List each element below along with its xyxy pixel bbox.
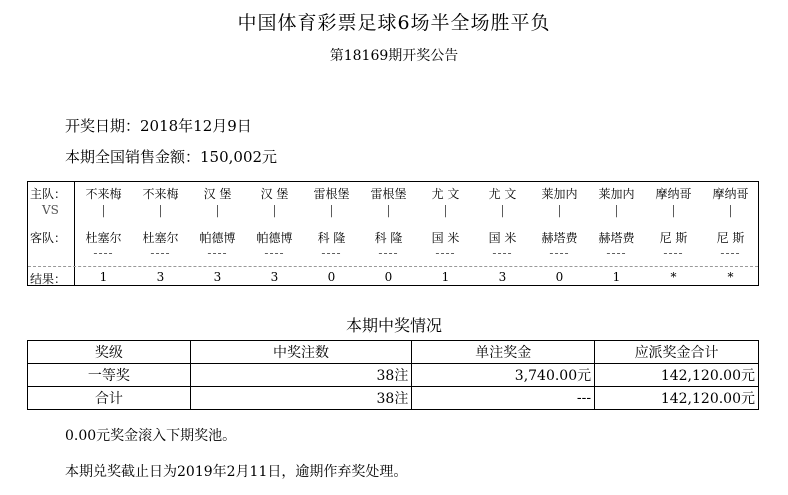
match-column [531,182,588,285]
prize-count: 38注 [190,387,412,410]
vs-bar: | [215,203,220,217]
vs-bar: | [614,203,619,217]
prize-level: 合计 [28,387,191,410]
away-team: 国 米 [488,231,517,245]
prize-count: 38注 [190,364,412,387]
match-result: 1 [612,270,621,284]
prize-section-title: 本期中奖情况 [345,316,442,335]
sales-amount: 本期全国销售金额：150,002元 [65,148,278,166]
home-team: 汉 堡 [260,187,289,201]
match-column [474,182,531,285]
prize-total: 142,120.00元 [595,387,759,410]
match-row-labels [28,182,75,285]
page-title: 中国体育彩票足球6场半全场胜平负 [237,12,551,34]
dash-line: ---- [150,246,171,260]
home-team: 尤 文 [488,187,517,201]
match-column [189,182,246,285]
vs-bar: | [386,203,391,217]
match-result: 0 [384,270,393,284]
home-label: 主队： [30,187,67,201]
match-result: 1 [441,270,450,284]
match-result: 3 [156,270,165,284]
away-team: 杜塞尔 [85,231,122,245]
match-result: * [727,270,734,284]
rollover-note: 0.00元奖金滚入下期奖池。 [65,428,237,444]
draw-date: 开奖日期：2018年12月9日 [65,117,252,135]
home-team: 摩纳哥 [712,187,749,201]
prize-table [27,340,759,410]
match-column [246,182,303,285]
dash-line: ---- [492,246,513,260]
match-result: * [670,270,677,284]
dash-line: ---- [207,246,228,260]
match-column [645,182,702,285]
dash-line: ---- [378,246,399,260]
vs-label: VS [42,203,59,217]
away-team: 帕德博 [256,231,293,245]
table-row [28,364,759,387]
deadline-note: 本期兑奖截止日为2019年2月11日，逾期作弃奖处理。 [65,464,408,480]
dash-line: ---- [663,246,684,260]
vs-bar: | [500,203,505,217]
match-column [417,182,474,285]
table-row [28,387,759,410]
away-label: 客队： [30,231,67,245]
away-team: 国 米 [431,231,460,245]
home-team: 摩纳哥 [655,187,692,201]
home-team: 不来梅 [85,187,122,201]
header-count: 中奖注数 [190,341,412,364]
result-label: 结果： [30,272,67,286]
away-team: 帕德博 [199,231,236,245]
vs-bar: | [728,203,733,217]
match-column [588,182,645,285]
match-column [360,182,417,285]
home-team: 莱加内 [541,187,578,201]
prize-unit: --- [412,387,595,410]
away-team: 尼 斯 [716,231,745,245]
prize-unit: 3,740.00元 [412,364,595,387]
match-column [303,182,360,285]
home-team: 雷根堡 [370,187,407,201]
away-team: 科 隆 [374,231,403,245]
home-team: 莱加内 [598,187,635,201]
dash-line: ---- [549,246,570,260]
away-team: 尼 斯 [659,231,688,245]
dash-line: ---- [321,246,342,260]
vs-bar: | [329,203,334,217]
match-column [75,182,132,285]
dash-line: ---- [93,246,114,260]
dash-line: ---- [435,246,456,260]
header-unit-prize: 单注奖金 [412,341,595,364]
dash-line: ---- [606,246,627,260]
header-level: 奖级 [28,341,191,364]
match-column [702,182,759,285]
match-result: 0 [327,270,336,284]
away-team: 赫塔费 [541,231,578,245]
match-result: 3 [213,270,222,284]
away-team: 杜塞尔 [142,231,179,245]
home-team: 雷根堡 [313,187,350,201]
vs-bar: | [272,203,277,217]
match-result: 3 [270,270,279,284]
vs-bar: | [557,203,562,217]
issue-subtitle: 第18169期开奖公告 [329,48,459,64]
match-table [27,181,759,286]
dash-line: ---- [720,246,741,260]
match-result: 0 [555,270,564,284]
vs-bar: | [158,203,163,217]
prize-total: 142,120.00元 [595,364,759,387]
match-result: 1 [99,270,108,284]
away-team: 科 隆 [317,231,346,245]
vs-bar: | [443,203,448,217]
home-team: 汉 堡 [203,187,232,201]
vs-bar: | [671,203,676,217]
prize-header-row [28,341,759,364]
away-team: 赫塔费 [598,231,635,245]
home-team: 不来梅 [142,187,179,201]
match-column [132,182,189,285]
vs-bar: | [101,203,106,217]
home-team: 尤 文 [431,187,460,201]
match-result: 3 [498,270,507,284]
header-total: 应派奖金合计 [595,341,759,364]
dash-line: ---- [264,246,285,260]
prize-level: 一等奖 [28,364,191,387]
